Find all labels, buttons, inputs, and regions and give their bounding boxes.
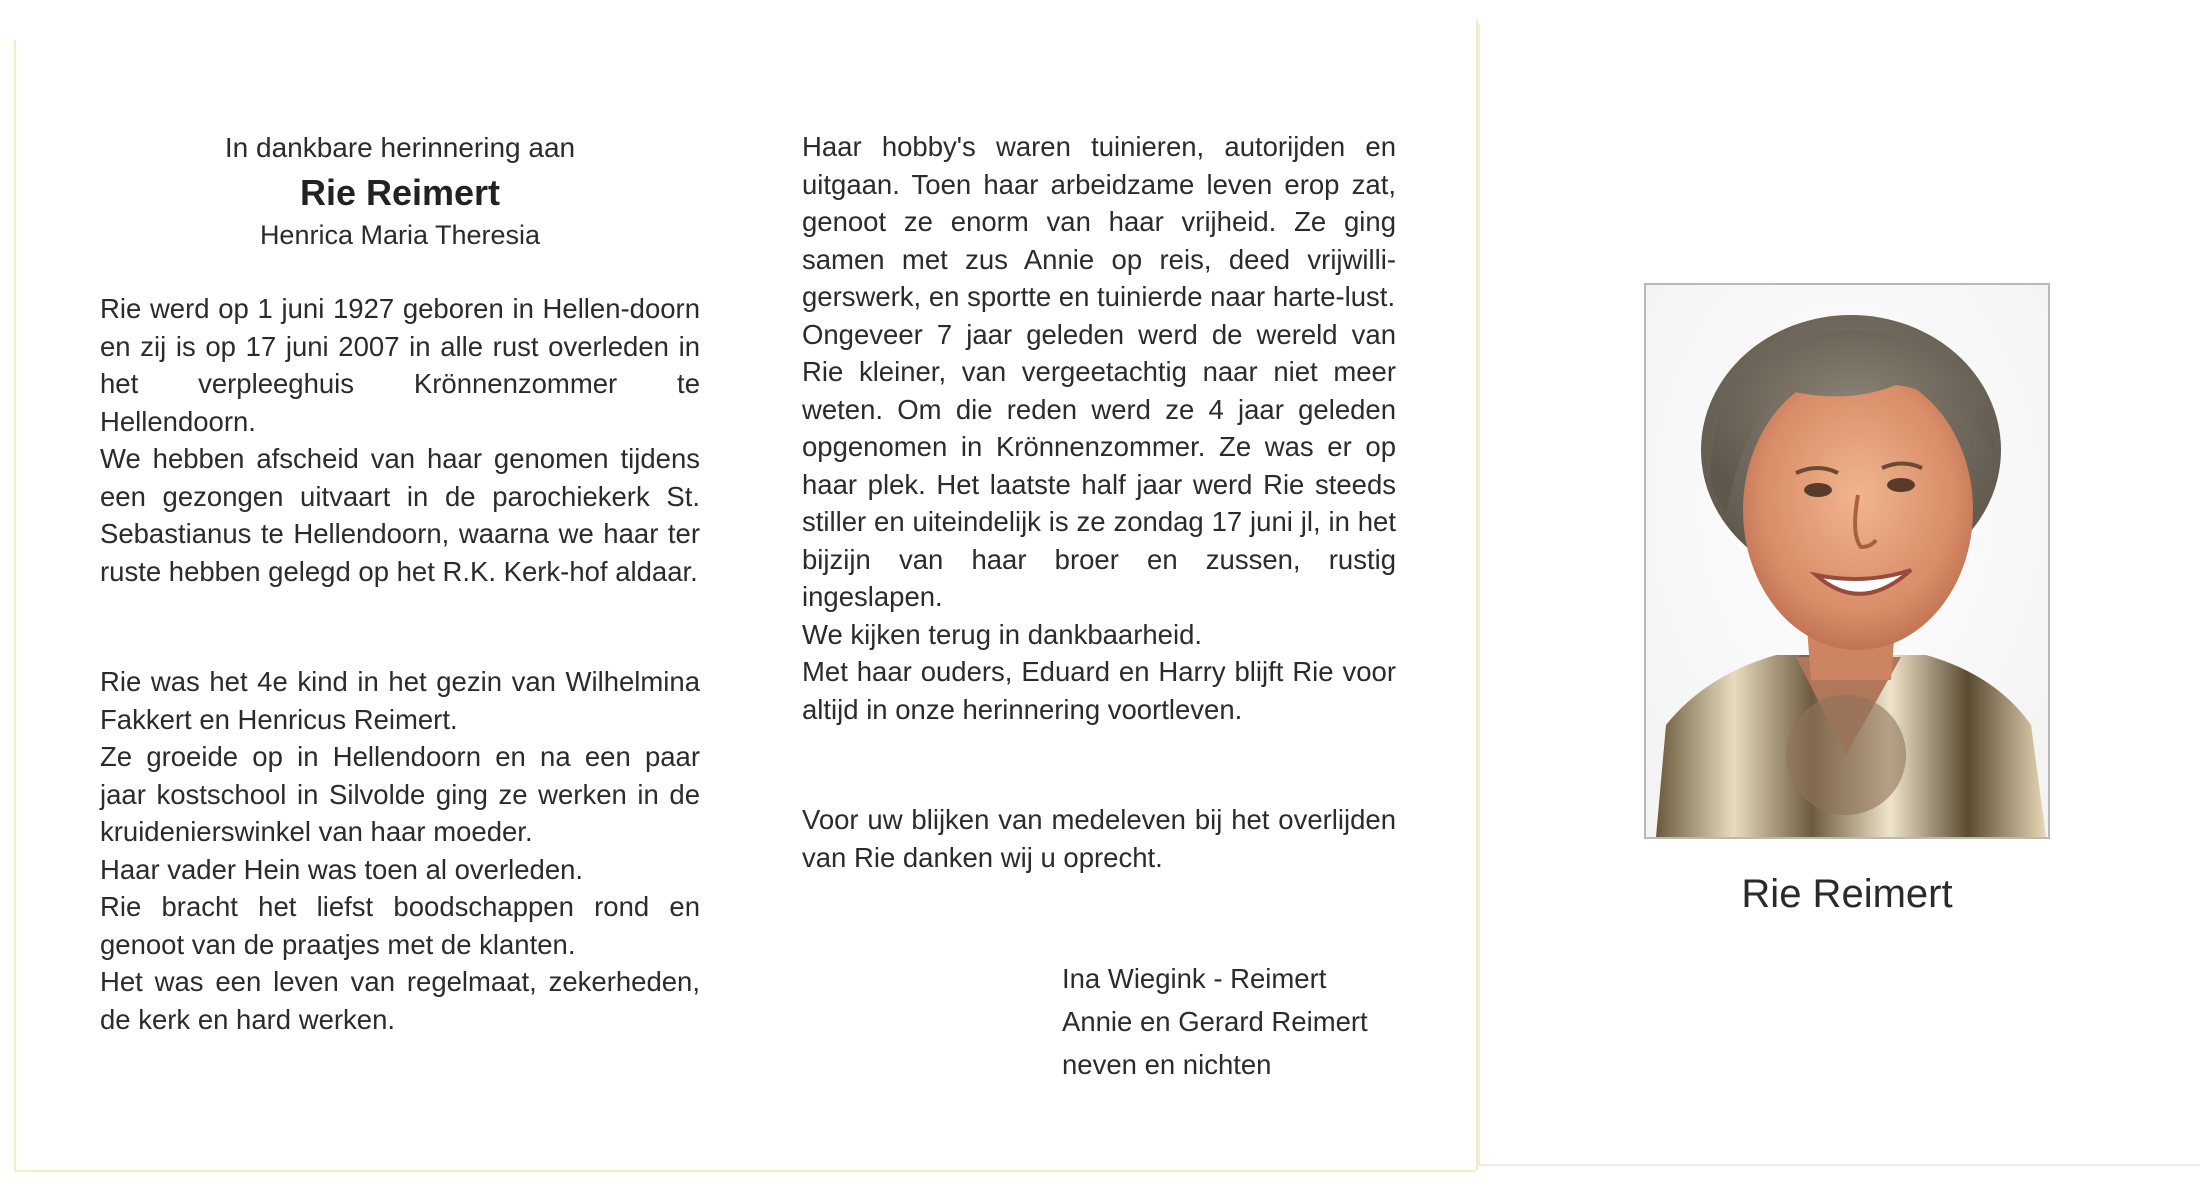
signature-line: Ina Wiegink - Reimert: [1062, 963, 1327, 994]
paragraph: Het was een leven van regelmaat, zekerheden, de kerk en hard werken.: [100, 966, 700, 1035]
middle-column-text: [802, 128, 1396, 876]
deceased-full-name: Henrica Maria Theresia: [259, 220, 541, 250]
deceased-name: Rie Reimert: [299, 172, 501, 213]
signatures: [1062, 957, 1368, 1086]
paragraph: Rie bracht het liefst boodschappen rond en genoot van de praatjes met de klanten.: [100, 891, 700, 960]
thanks-text: Voor uw blijken van medeleven bij het overlijden van Rie danken wij u oprecht.: [802, 804, 1396, 873]
portrait-illustration: [1646, 285, 2048, 837]
paragraph: Haar vader Hein was toen al overleden.: [100, 853, 584, 885]
left-column-text: [100, 290, 700, 1038]
paragraph: Rie werd op 1 juni 1927 geboren in Hellen-doorn en zij is op 17 juni 2007 in alle rust overleden in het verpleeghuis Krönnenzommer te Hellendoorn.: [100, 293, 700, 437]
intro-line: In dankbare herinnering aan: [224, 132, 576, 163]
paragraph: Haar hobby's waren tuinieren, autorijden en uitgaan. Toen haar arbeidzame leven erop zat, genoot ze enorm van haar vrijheid. Ze ging samen met zus Annie op reis, deed vrijwilli-gerswerk, en sportte en tuinierde naar harte-lust.: [802, 131, 1396, 312]
paragraph: We hebben afscheid van haar genomen tijdens een gezongen uitvaart in de parochiekerk St. Sebastianus te Hellendoorn, waarna we haar ter ruste hebben gelegd op het R.K. Kerk-hof aldaar.: [100, 443, 700, 587]
signature-line: neven en nichten: [1062, 1049, 1272, 1080]
paragraph: We kijken terug in dankbaarheid.: [802, 618, 1203, 650]
paragraph: Ze groeide op in Hellendoorn en na een paar jaar kostschool in Silvolde ging ze werken in de kruidenierswinkel van haar moeder.: [100, 741, 700, 847]
signature-line: Annie en Gerard Reimert: [1062, 1006, 1368, 1037]
photo-caption: Rie Reimert: [1741, 872, 1953, 916]
paragraph: Ongeveer 7 jaar geleden werd de wereld van Rie kleiner, van vergeetachtig naar niet meer weten. Om die reden werd ze 4 jaar geleden opgenomen in Krönnenzommer. Ze was er op haar plek. Het laatste half jaar werd Rie steeds stiller en uiteindelijk is ze zondag 17 juni jl, in het bijzijn van haar broer en zussen, rustig ingeslapen.: [802, 318, 1396, 612]
paragraph: Rie was het 4e kind in het gezin van Wilhelmina Fakkert en Henricus Reimert.: [100, 666, 700, 735]
paragraph: Met haar ouders, Eduard en Harry blijft Rie voor altijd in onze herinnering voortleven.: [802, 656, 1396, 725]
portrait-photo: [1644, 283, 2050, 839]
